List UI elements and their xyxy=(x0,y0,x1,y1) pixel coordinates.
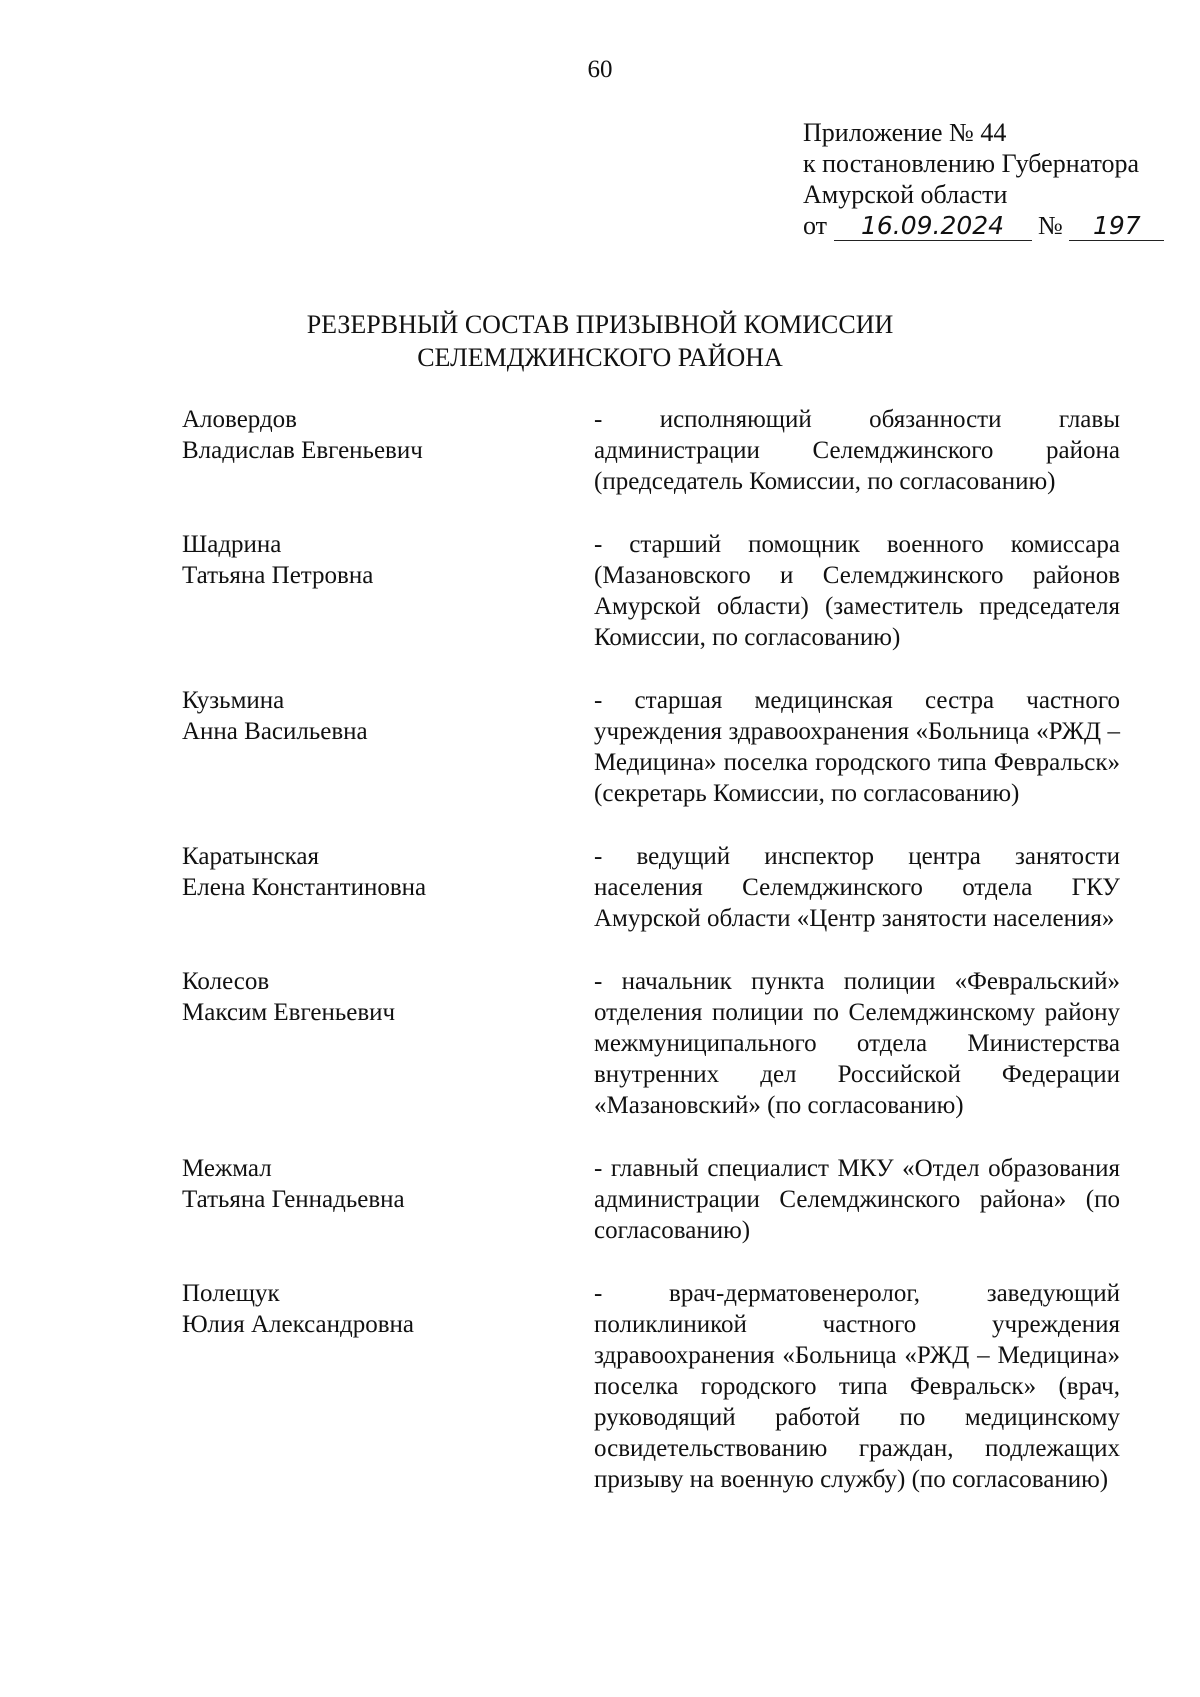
member-role: - начальник пункта полиции «Февральский» отделения полиции по Селемджинскому району межмуниципального отдела Министерства внутренних дел Российской Федерации «Мазановский» (по согласованию) xyxy=(594,968,1120,1119)
member-role: - главный специалист МКУ «Отдел образования администрации Селемджинского района» (по согласованию) xyxy=(594,1155,1120,1244)
number-prefix: № xyxy=(1038,211,1063,240)
member-surname: Полещук xyxy=(182,1280,280,1307)
title-line-2: СЕЛЕМДЖИНСКОГО РАЙОНА xyxy=(417,343,783,372)
member-surname: Колесов xyxy=(182,968,270,995)
page-number: 60 xyxy=(587,56,613,83)
member-role: - ведущий инспектор центра занятости населения Селемджинского отдела ГКУ Амурской области «Центр занятости населения» xyxy=(594,843,1120,932)
member-entry xyxy=(182,685,1122,809)
member-name xyxy=(182,529,594,653)
member-given-names: Анна Васильевна xyxy=(182,718,368,745)
member-name xyxy=(182,966,594,1121)
member-given-names: Максим Евгеньевич xyxy=(182,999,396,1026)
member-name xyxy=(182,685,594,809)
member-name xyxy=(182,1278,594,1495)
member-name xyxy=(182,841,594,934)
member-given-names: Владислав Евгеньевич xyxy=(182,437,423,464)
member-role: - старшая медицинская сестра частного учреждения здравоохранения «Больница «РЖД – Медицина» поселка городского типа Февральск» (секретарь Комиссии, по согласованию) xyxy=(594,687,1120,807)
member-surname: Кузьмина xyxy=(182,687,285,714)
member-name xyxy=(182,1153,594,1246)
member-entry xyxy=(182,966,1122,1121)
member-entry xyxy=(182,404,1122,497)
member-role: - исполняющий обязанности главы администрации Селемджинского района (председатель Комиссии, по согласованию) xyxy=(594,406,1120,495)
member-role: - врач-дерматовенеролог, заведующий поликлиникой частного учреждения здравоохранения «Больница «РЖД – Медицина» поселка городского типа Февральск» (врач, руководящий работой по медицинскому освидетельствованию граждан, подлежащих призыву на военную службу) (по согласованию) xyxy=(594,1280,1120,1493)
date-prefix: от xyxy=(803,211,828,240)
member-surname: Шадрина xyxy=(182,531,282,558)
member-surname: Межмал xyxy=(182,1155,272,1182)
appendix-title: Приложение № 44 xyxy=(803,118,1007,147)
member-given-names: Татьяна Петровна xyxy=(182,562,374,589)
appendix-region: Амурской области xyxy=(803,180,1008,209)
handwritten-date: 16.09.2024 xyxy=(834,212,1032,241)
member-surname: Аловердов xyxy=(182,406,297,433)
member-entry xyxy=(182,1278,1122,1495)
appendix-header xyxy=(803,117,1164,241)
document-title xyxy=(0,308,1200,374)
member-entry xyxy=(182,1153,1122,1246)
member-role: - старший помощник военного комиссара (Мазановского и Селемджинского районов Амурской области) (заместитель председателя Комиссии, по согласованию) xyxy=(594,531,1120,651)
member-roster xyxy=(182,404,1122,1527)
member-given-names: Юлия Александровна xyxy=(182,1311,414,1338)
member-surname: Каратынская xyxy=(182,843,319,870)
appendix-date-number xyxy=(803,210,1164,241)
member-entry xyxy=(182,841,1122,934)
handwritten-number: 197 xyxy=(1069,212,1164,241)
member-name xyxy=(182,404,594,497)
member-given-names: Татьяна Геннадьевна xyxy=(182,1186,405,1213)
title-line-1: РЕЗЕРВНЫЙ СОСТАВ ПРИЗЫВНОЙ КОМИССИИ xyxy=(306,310,894,339)
member-given-names: Елена Константиновна xyxy=(182,874,427,901)
member-entry xyxy=(182,529,1122,653)
appendix-reference: к постановлению Губернатора xyxy=(803,149,1140,178)
